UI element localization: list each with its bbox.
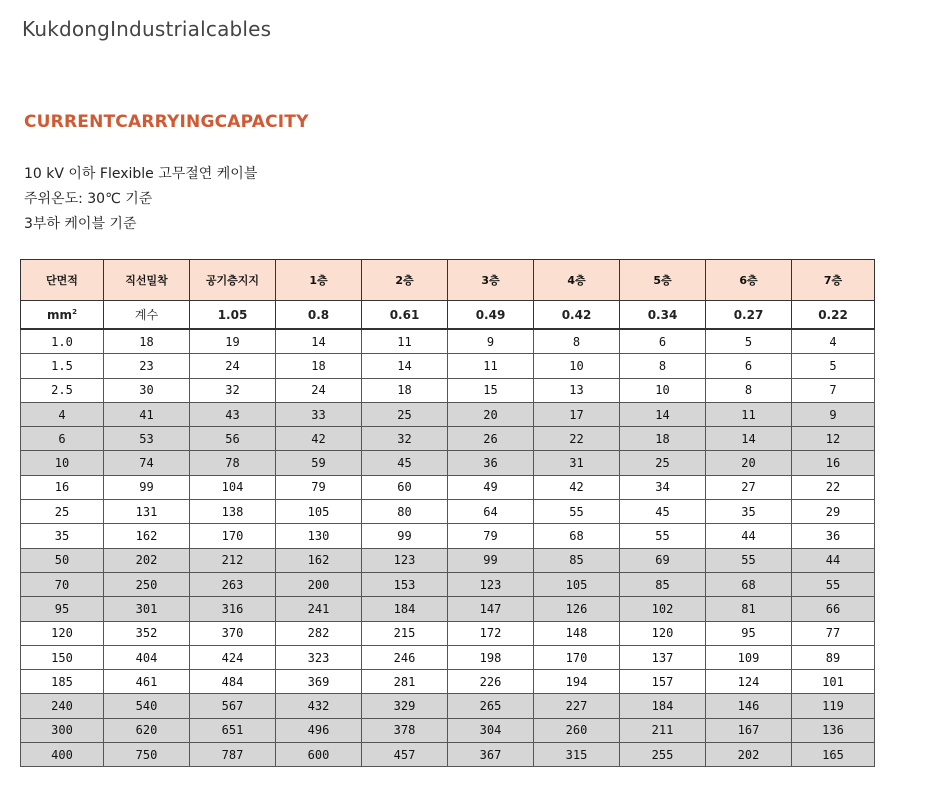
header-row [21, 260, 875, 301]
capacity-cell: 250 [104, 572, 190, 596]
capacity-cell: 32 [362, 427, 448, 451]
header-layer-1: 1층 [276, 260, 362, 301]
capacity-cell: 281 [362, 670, 448, 694]
capacity-cell: 131 [104, 500, 190, 524]
header-direct-contact: 직선밀착 [104, 260, 190, 301]
capacity-cell: 11 [362, 329, 448, 354]
capacity-cell: 10 [534, 354, 620, 378]
capacity-cell: 55 [620, 524, 706, 548]
capacity-cell: 432 [276, 694, 362, 718]
cross-section-cell: 50 [21, 548, 104, 572]
note-voltage: 10 kV 이하 Flexible 고무절연 케이블 [24, 166, 258, 182]
capacity-cell: 8 [620, 354, 706, 378]
capacity-cell: 457 [362, 743, 448, 767]
cross-section-cell: 1.0 [21, 329, 104, 354]
notes-block [24, 162, 257, 237]
table-row [21, 378, 875, 402]
capacity-cell: 36 [448, 451, 534, 475]
capacity-cell: 123 [362, 548, 448, 572]
capacity-cell: 352 [104, 621, 190, 645]
capacity-cell: 227 [534, 694, 620, 718]
factor-value: 0.22 [792, 301, 875, 330]
factor-value: 0.61 [362, 301, 448, 330]
capacity-cell: 202 [104, 548, 190, 572]
capacity-cell: 9 [792, 402, 875, 426]
capacity-cell: 215 [362, 621, 448, 645]
cross-section-cell: 4 [21, 402, 104, 426]
cross-section-cell: 95 [21, 597, 104, 621]
capacity-cell: 18 [620, 427, 706, 451]
capacity-cell: 123 [448, 572, 534, 596]
header-layer-5: 5층 [620, 260, 706, 301]
capacity-cell: 85 [620, 572, 706, 596]
capacity-cell: 162 [276, 548, 362, 572]
capacity-cell: 105 [276, 500, 362, 524]
capacity-cell: 27 [706, 475, 792, 499]
table-row [21, 354, 875, 378]
capacity-cell: 137 [620, 645, 706, 669]
capacity-cell: 14 [620, 402, 706, 426]
header-air-support: 공기층지지 [190, 260, 276, 301]
capacity-cell: 162 [104, 524, 190, 548]
capacity-cell: 18 [362, 378, 448, 402]
factor-label: 계수 [104, 301, 190, 330]
capacity-cell: 255 [620, 743, 706, 767]
brand-title: KukdongIndustrialcables [22, 17, 272, 41]
capacity-cell: 136 [792, 718, 875, 742]
capacity-cell: 10 [620, 378, 706, 402]
table-row [21, 572, 875, 596]
capacity-cell: 60 [362, 475, 448, 499]
table-row [21, 743, 875, 767]
capacity-cell: 5 [706, 329, 792, 354]
capacity-cell: 157 [620, 670, 706, 694]
capacity-cell: 226 [448, 670, 534, 694]
capacity-cell: 7 [792, 378, 875, 402]
factor-value: 0.34 [620, 301, 706, 330]
header-layer-3: 3층 [448, 260, 534, 301]
capacity-cell: 404 [104, 645, 190, 669]
capacity-cell: 370 [190, 621, 276, 645]
capacity-cell: 282 [276, 621, 362, 645]
capacity-cell: 81 [706, 597, 792, 621]
capacity-cell: 79 [276, 475, 362, 499]
capacity-cell: 36 [792, 524, 875, 548]
capacity-cell: 130 [276, 524, 362, 548]
capacity-cell: 31 [534, 451, 620, 475]
capacity-cell: 24 [190, 354, 276, 378]
factor-value: 0.27 [706, 301, 792, 330]
capacity-cell: 11 [706, 402, 792, 426]
capacity-cell: 55 [706, 548, 792, 572]
capacity-cell: 13 [534, 378, 620, 402]
capacity-cell: 12 [792, 427, 875, 451]
capacity-cell: 74 [104, 451, 190, 475]
unit-label: mm [47, 307, 73, 322]
capacity-cell: 120 [620, 621, 706, 645]
capacity-cell: 35 [706, 500, 792, 524]
capacity-cell: 55 [792, 572, 875, 596]
cross-section-cell: 150 [21, 645, 104, 669]
capacity-cell: 246 [362, 645, 448, 669]
capacity-cell: 15 [448, 378, 534, 402]
capacity-cell: 316 [190, 597, 276, 621]
cross-section-cell: 240 [21, 694, 104, 718]
capacity-cell: 241 [276, 597, 362, 621]
table-row [21, 427, 875, 451]
capacity-cell: 167 [706, 718, 792, 742]
capacity-cell: 126 [534, 597, 620, 621]
header-layer-7: 7층 [792, 260, 875, 301]
capacity-cell: 212 [190, 548, 276, 572]
factor-value: 0.49 [448, 301, 534, 330]
capacity-cell: 16 [792, 451, 875, 475]
capacity-cell: 540 [104, 694, 190, 718]
capacity-cell: 33 [276, 402, 362, 426]
cross-section-cell: 16 [21, 475, 104, 499]
capacity-cell: 66 [792, 597, 875, 621]
capacity-cell: 484 [190, 670, 276, 694]
capacity-cell: 138 [190, 500, 276, 524]
capacity-cell: 263 [190, 572, 276, 596]
capacity-cell: 68 [706, 572, 792, 596]
capacity-cell: 172 [448, 621, 534, 645]
factor-row [21, 301, 875, 330]
capacity-cell: 198 [448, 645, 534, 669]
capacity-cell: 20 [706, 451, 792, 475]
capacity-cell: 600 [276, 743, 362, 767]
capacity-cell: 55 [534, 500, 620, 524]
capacity-cell: 194 [534, 670, 620, 694]
capacity-cell: 184 [362, 597, 448, 621]
table-row [21, 694, 875, 718]
capacity-cell: 124 [706, 670, 792, 694]
capacity-cell: 99 [104, 475, 190, 499]
factor-value: 0.8 [276, 301, 362, 330]
capacity-cell: 301 [104, 597, 190, 621]
capacity-cell: 750 [104, 743, 190, 767]
capacity-cell: 567 [190, 694, 276, 718]
capacity-cell: 170 [534, 645, 620, 669]
capacity-cell: 202 [706, 743, 792, 767]
capacity-cell: 17 [534, 402, 620, 426]
capacity-cell: 8 [534, 329, 620, 354]
capacity-cell: 22 [534, 427, 620, 451]
capacity-cell: 105 [534, 572, 620, 596]
header-layer-6: 6층 [706, 260, 792, 301]
capacity-cell: 101 [792, 670, 875, 694]
table-row [21, 621, 875, 645]
capacity-cell: 165 [792, 743, 875, 767]
cross-section-cell: 185 [21, 670, 104, 694]
table-row [21, 645, 875, 669]
capacity-cell: 53 [104, 427, 190, 451]
capacity-cell: 32 [190, 378, 276, 402]
capacity-cell: 5 [792, 354, 875, 378]
capacity-cell: 461 [104, 670, 190, 694]
cross-section-cell: 6 [21, 427, 104, 451]
capacity-cell: 200 [276, 572, 362, 596]
capacity-cell: 43 [190, 402, 276, 426]
table-row [21, 402, 875, 426]
capacity-cell: 109 [706, 645, 792, 669]
capacity-cell: 42 [276, 427, 362, 451]
capacity-cell: 29 [792, 500, 875, 524]
capacity-cell: 11 [448, 354, 534, 378]
capacity-cell: 315 [534, 743, 620, 767]
capacity-cell: 45 [620, 500, 706, 524]
note-ambient-temperature: 주위온도: 30℃ 기준 [24, 191, 153, 207]
header-cross-section: 단면적 [21, 260, 104, 301]
capacity-cell: 148 [534, 621, 620, 645]
table-row [21, 524, 875, 548]
capacity-cell: 323 [276, 645, 362, 669]
table-row [21, 475, 875, 499]
capacity-cell: 424 [190, 645, 276, 669]
capacity-cell: 77 [792, 621, 875, 645]
capacity-cell: 99 [362, 524, 448, 548]
cross-section-cell: 35 [21, 524, 104, 548]
capacity-cell: 104 [190, 475, 276, 499]
capacity-cell: 41 [104, 402, 190, 426]
capacity-cell: 184 [620, 694, 706, 718]
capacity-cell: 85 [534, 548, 620, 572]
capacity-cell: 4 [792, 329, 875, 354]
capacity-cell: 304 [448, 718, 534, 742]
capacity-cell: 44 [792, 548, 875, 572]
capacity-cell: 651 [190, 718, 276, 742]
capacity-cell: 6 [620, 329, 706, 354]
capacity-cell: 787 [190, 743, 276, 767]
capacity-cell: 20 [448, 402, 534, 426]
capacity-cell: 367 [448, 743, 534, 767]
table-row [21, 500, 875, 524]
capacity-cell: 44 [706, 524, 792, 548]
capacity-cell: 79 [448, 524, 534, 548]
capacity-cell: 24 [276, 378, 362, 402]
capacity-cell: 64 [448, 500, 534, 524]
table-row [21, 670, 875, 694]
capacity-cell: 211 [620, 718, 706, 742]
note-load-basis: 3부하 케이블 기준 [24, 216, 137, 232]
capacity-cell: 18 [276, 354, 362, 378]
capacity-cell: 69 [620, 548, 706, 572]
table-row [21, 718, 875, 742]
table-row [21, 548, 875, 572]
cross-section-cell: 400 [21, 743, 104, 767]
capacity-cell: 146 [706, 694, 792, 718]
current-capacity-table [20, 259, 875, 767]
capacity-cell: 26 [448, 427, 534, 451]
capacity-cell: 19 [190, 329, 276, 354]
capacity-cell: 6 [706, 354, 792, 378]
capacity-cell: 496 [276, 718, 362, 742]
capacity-cell: 25 [620, 451, 706, 475]
capacity-cell: 147 [448, 597, 534, 621]
capacity-cell: 119 [792, 694, 875, 718]
capacity-cell: 14 [706, 427, 792, 451]
capacity-cell: 9 [448, 329, 534, 354]
cross-section-cell: 300 [21, 718, 104, 742]
capacity-cell: 56 [190, 427, 276, 451]
cross-section-cell: 1.5 [21, 354, 104, 378]
capacity-cell: 99 [448, 548, 534, 572]
cross-section-cell: 120 [21, 621, 104, 645]
capacity-cell: 23 [104, 354, 190, 378]
capacity-cell: 153 [362, 572, 448, 596]
capacity-cell: 329 [362, 694, 448, 718]
unit-cell [21, 301, 104, 330]
capacity-cell: 42 [534, 475, 620, 499]
capacity-cell: 620 [104, 718, 190, 742]
capacity-cell: 265 [448, 694, 534, 718]
capacity-cell: 25 [362, 402, 448, 426]
capacity-cell: 22 [792, 475, 875, 499]
capacity-cell: 95 [706, 621, 792, 645]
section-title: CURRENTCARRYINGCAPACITY [24, 112, 309, 132]
capacity-cell: 18 [104, 329, 190, 354]
capacity-cell: 102 [620, 597, 706, 621]
capacity-cell: 78 [190, 451, 276, 475]
capacity-cell: 89 [792, 645, 875, 669]
table-row [21, 451, 875, 475]
cross-section-cell: 2.5 [21, 378, 104, 402]
table-body [21, 329, 875, 767]
header-layer-4: 4층 [534, 260, 620, 301]
capacity-cell: 80 [362, 500, 448, 524]
cross-section-cell: 10 [21, 451, 104, 475]
capacity-cell: 68 [534, 524, 620, 548]
capacity-cell: 170 [190, 524, 276, 548]
unit-superscript: 2 [72, 307, 77, 316]
capacity-cell: 30 [104, 378, 190, 402]
capacity-cell: 8 [706, 378, 792, 402]
header-layer-2: 2층 [362, 260, 448, 301]
cross-section-cell: 25 [21, 500, 104, 524]
cross-section-cell: 70 [21, 572, 104, 596]
capacity-cell: 14 [276, 329, 362, 354]
table-row [21, 329, 875, 354]
table-row [21, 597, 875, 621]
capacity-cell: 49 [448, 475, 534, 499]
capacity-cell: 378 [362, 718, 448, 742]
capacity-cell: 369 [276, 670, 362, 694]
capacity-cell: 59 [276, 451, 362, 475]
capacity-cell: 14 [362, 354, 448, 378]
factor-value: 0.42 [534, 301, 620, 330]
capacity-cell: 260 [534, 718, 620, 742]
capacity-cell: 45 [362, 451, 448, 475]
factor-value: 1.05 [190, 301, 276, 330]
capacity-cell: 34 [620, 475, 706, 499]
